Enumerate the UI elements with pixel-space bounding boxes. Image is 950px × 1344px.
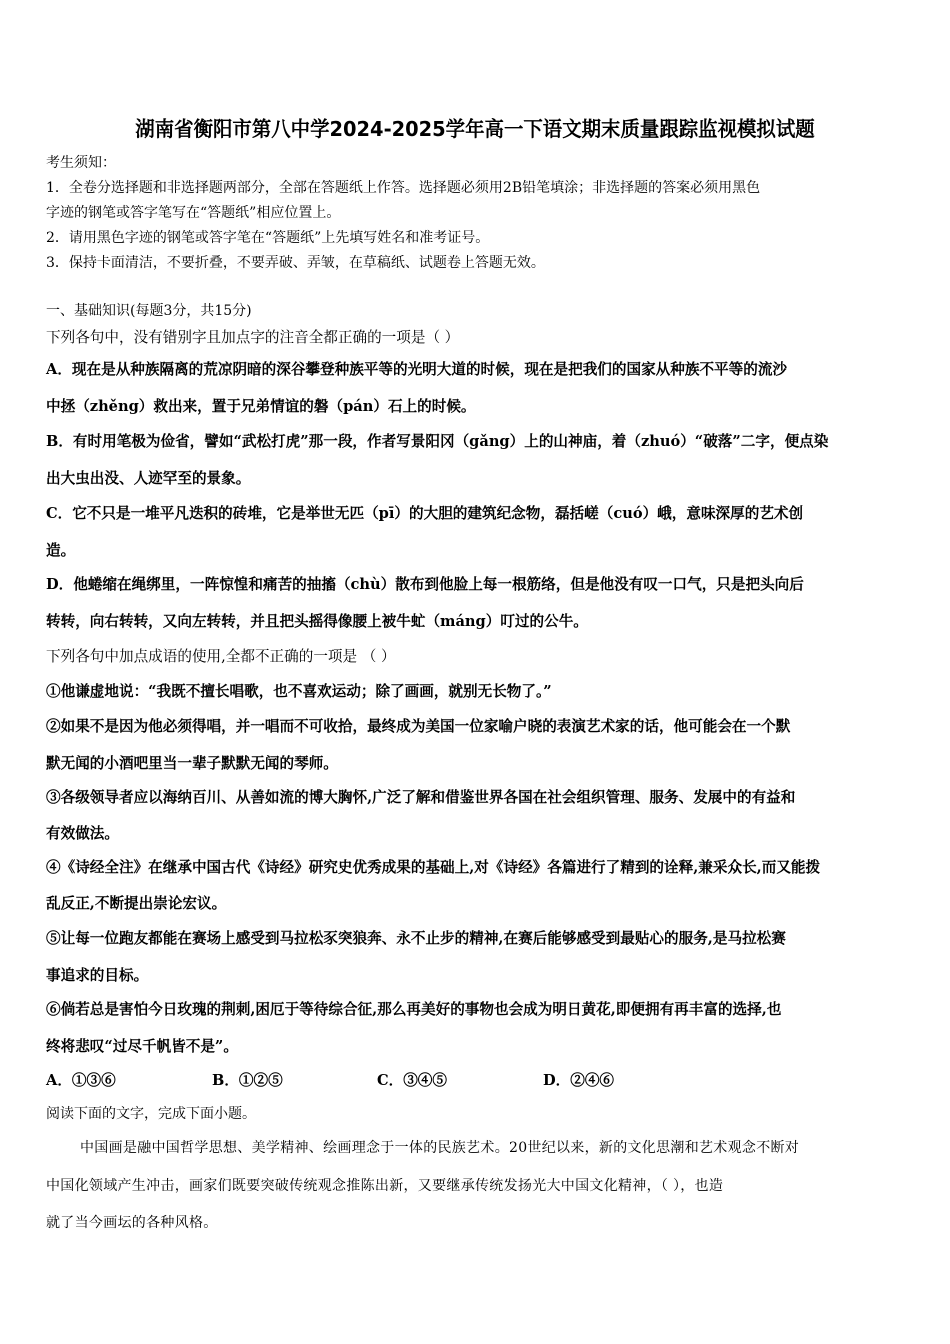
q1-option-d-cont: 转转，向右转转，又向左转转，并且把头摇得像腰上被牛虻（máng）叮过的公牛。 bbox=[46, 613, 588, 630]
reading-intro: 阅读下面的文字，完成下面小题。 bbox=[46, 1106, 256, 1122]
q2-sentence-1: ①他谦虚地说：“我既不擅长唱歌，也不喜欢运动；除了画画，就别无长物了。” bbox=[46, 683, 552, 700]
page-title: 湖南省衡阳市第八中学2024-2025学年高一下语文期末质量跟踪监视模拟试题 bbox=[135, 117, 815, 141]
q1-option-d: D．他蜷缩在绳绑里，一阵惊惶和痛苦的抽搐（chù）散布到他脸上每一根筋络，但是他没有叹一口气，只是把头向后 bbox=[46, 576, 804, 593]
notice-item-1-cont: 字迹的钢笔或答字笔写在“答题纸”相应位置上。 bbox=[46, 205, 341, 221]
q1-option-c: C．它不只是一堆平凡迭积的砖堆，它是举世无匹（pī）的大胆的建筑纪念物，磊括嵯（cuó）峨，意味深厚的艺术创 bbox=[46, 505, 804, 522]
notice-item-1: 1．全卷分选择题和非选择题两部分，全部在答题纸上作答。选择题必须用2B铅笔填涂；非选择题的答案必须用黑色 bbox=[46, 180, 761, 196]
q2-sentence-4-cont: 乱反正,不断提出崇论宏议。 bbox=[46, 895, 227, 912]
reading-paragraph-line-2: 中国化领域产生冲击，画家们既要突破传统观念推陈出新，又要继承传统发扬光大中国文化精神，（ ），也造 bbox=[46, 1178, 724, 1194]
q2-sentence-5: ⑤让每一位跑友都能在赛场上感受到马拉松豕突狼奔、永不止步的精神,在赛后能够感受到最贴心的服务,是马拉松赛 bbox=[46, 930, 786, 947]
q1-option-b: B．有时用笔极为俭省，譬如“武松打虎”那一段，作者写景阳冈（gǎng）上的山神庙，着（zhuó）“破落”二字，便点染 bbox=[46, 433, 829, 450]
notice-heading: 考生须知： bbox=[46, 155, 116, 171]
q2-sentence-3: ③各级领导者应以海纳百川、从善如流的博大胸怀,广泛了解和借鉴世界各国在社会组织管理、服务、发展中的有益和 bbox=[46, 789, 796, 806]
q1-option-b-cont: 出大虫出没、人迹罕至的景象。 bbox=[46, 470, 251, 487]
q2-sentence-2: ②如果不是因为他必须得唱，并一唱而不可收拾，最终成为美国一位家喻户晓的表演艺术家的话，他可能会在一个默 bbox=[46, 718, 791, 735]
q2-option-c: C．③④⑤ bbox=[377, 1072, 447, 1089]
reading-paragraph: 中国画是融中国哲学思想、美学精神、绘画理念于一体的民族艺术。20世纪以来，新的文化思潮和艺术观念不断对 bbox=[80, 1140, 800, 1156]
q1-option-a: A．现在是从种族隔离的荒凉阴暗的深谷攀登种族平等的光明大道的时候，现在是把我们的国家从种族不平等的流沙 bbox=[46, 361, 788, 378]
q2-sentence-6: ⑥倘若总是害怕今日玫瑰的荆刺,困厄于等待综合征,那么再美好的事物也会成为明日黄花,即便拥有再丰富的选择,也 bbox=[46, 1001, 782, 1018]
question-1-stem: 下列各句中，没有错别字且加点字的注音全都正确的一项是（ ） bbox=[46, 329, 460, 346]
section-heading: 一、基础知识(每题3分，共15分) bbox=[46, 303, 252, 319]
q2-option-d: D．②④⑥ bbox=[543, 1072, 615, 1089]
question-2-stem: 下列各句中加点成语的使用,全都不正确的一项是 （ ） bbox=[46, 648, 396, 665]
q2-sentence-3-cont: 有效做法。 bbox=[46, 825, 119, 842]
q2-sentence-5-cont: 事追求的目标。 bbox=[46, 967, 149, 984]
q1-option-a-cont: 中拯（zhěng）救出来，置于兄弟情谊的磐（pán）石上的时候。 bbox=[46, 398, 476, 415]
notice-item-3: 3．保持卡面清洁，不要折叠，不要弄破、弄皱，在草稿纸、试题卷上答题无效。 bbox=[46, 255, 545, 271]
q2-option-a: A．①③⑥ bbox=[46, 1072, 116, 1089]
q2-sentence-2-cont: 默无闻的小酒吧里当一辈子默默无闻的琴师。 bbox=[46, 755, 338, 772]
q1-option-c-cont: 造。 bbox=[46, 542, 76, 559]
q2-sentence-4: ④《诗经全注》在继承中国古代《诗经》研究史优秀成果的基础上,对《诗经》各篇进行了精到的诠释,兼采众长,而又能拨 bbox=[46, 859, 821, 876]
q2-option-b: B．①②⑤ bbox=[212, 1072, 283, 1089]
notice-item-2: 2．请用黑色字迹的钢笔或答字笔在“答题纸”上先填写姓名和准考证号。 bbox=[46, 230, 490, 246]
q2-sentence-6-cont: 终将悲叹“过尽千帆皆不是”。 bbox=[46, 1038, 238, 1055]
reading-paragraph-line-3: 就了当今画坛的各种风格。 bbox=[46, 1215, 218, 1231]
